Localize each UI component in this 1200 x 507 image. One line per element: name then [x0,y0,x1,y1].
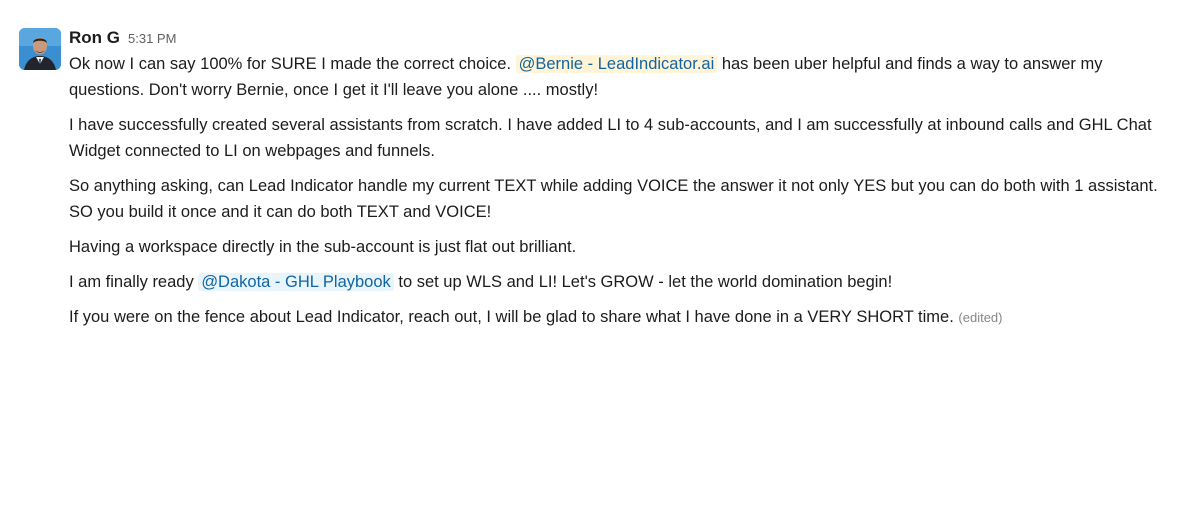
user-mention[interactable]: @Bernie - LeadIndicator.ai [516,55,718,73]
paragraph-text: Ok now I can say 100% for SURE I made the correct choice. [69,55,516,73]
edited-indicator: (edited) [958,310,1003,325]
author-name[interactable]: Ron G [69,28,120,47]
message-timestamp[interactable]: 5:31 PM [128,31,177,46]
user-mention[interactable]: @Dakota - GHL Playbook [198,273,393,291]
message-paragraph: Having a workspace directly in the sub-account is just flat out brilliant. [69,238,577,256]
message-content [69,28,1180,340]
avatar[interactable] [19,28,61,70]
user-avatar-icon [19,28,61,70]
message-paragraph: I have successfully created several assistants from scratch. I have added LI to 4 sub-accounts, and I am successfully at inbound calls and GHL Chat Widget connected to LI on webpages and funnels. [69,116,1152,160]
paragraph-text: to set up WLS and LI! Let's GROW - let the world domination begin! [393,273,893,291]
message-paragraph [69,304,1180,331]
message-header [69,28,1180,50]
paragraph-text: If you were on the fence about Lead Indicator, reach out, I will be glad to share what I have done in a VERY SHORT time. [69,308,954,326]
paragraph-text: has been uber helpful and finds a way to answer my questions. Don't worry Bernie, once I get it I'll leave you alone .... mostly! [69,55,1103,99]
message-paragraph [69,269,1180,295]
message-paragraph: So anything asking, can Lead Indicator handle my current TEXT while adding VOICE the answer it not only YES but you can do both with 1 assistant. SO you build it once and it can do both TEXT and VOICE! [69,177,1158,221]
message-paragraph [69,51,1180,103]
paragraph-text: I am finally ready [69,273,199,291]
